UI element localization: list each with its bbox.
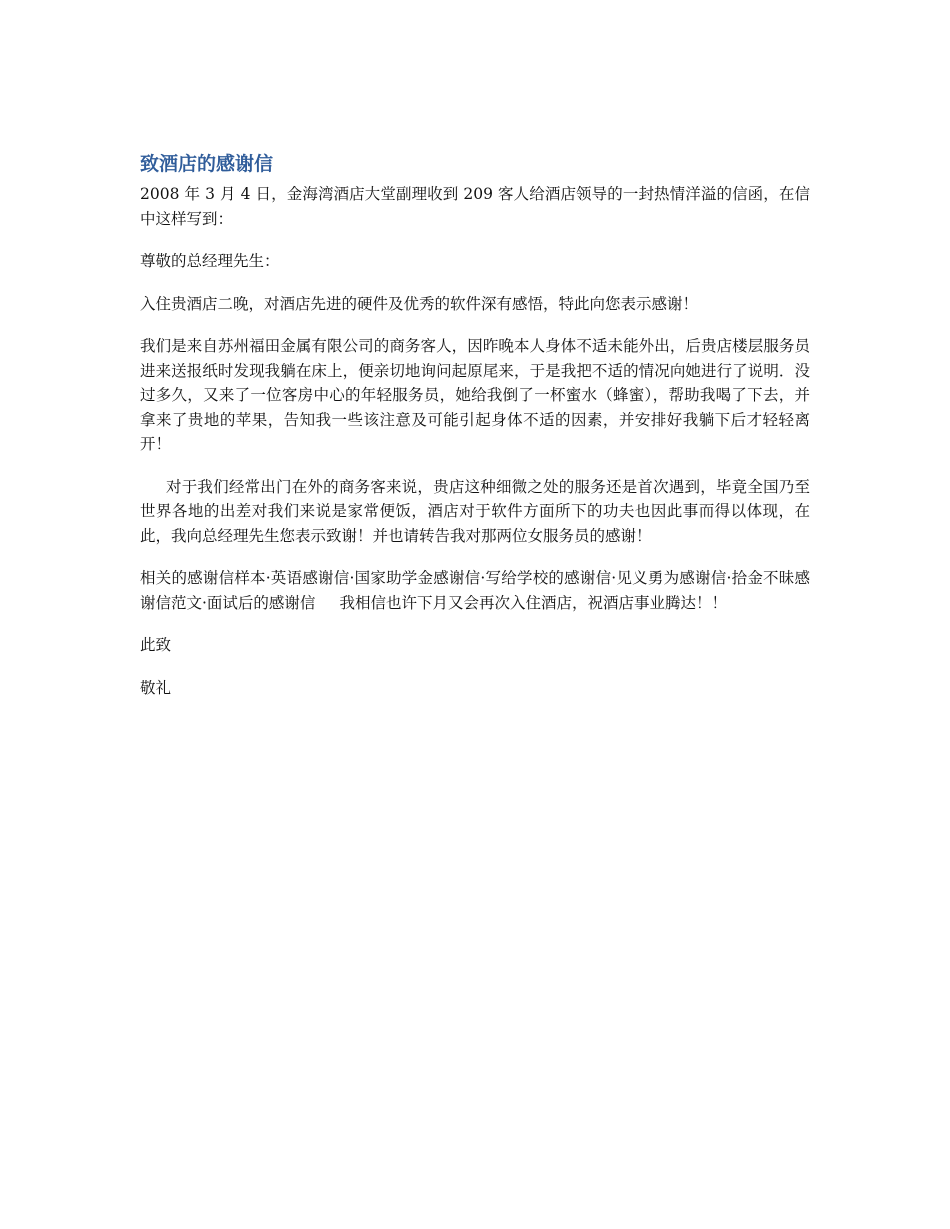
paragraph-4 <box>140 566 810 615</box>
paragraph-4-text: 我相信也许下月又会再次入住酒店，祝酒店事业腾达！！ <box>339 593 727 612</box>
paragraph-3: 对于我们经常出门在外的商务客来说，贵店这种细微之处的服务还是首次遇到，毕竟全国乃至世界各地的出差对我们来说是家常便饭，酒店对于软件方面所下的功夫也因此事而得以体现，在此，我向总经理先生您表示致谢！并也请转告我对那两位女服务员的感谢！ <box>140 477 810 545</box>
closing-line-1: 此致 <box>140 636 172 654</box>
closing-line-2: 敬礼 <box>140 678 172 697</box>
salutation: 尊敬的总经理先生： <box>140 252 280 270</box>
related-links-text: 相关的感谢信样本·英语感谢信·国家助学金感谢信·写给学校的感谢信·见义勇为感谢信·拾金不昧感谢信范文·面试后的感谢信 <box>140 569 810 612</box>
intro-paragraph: 2008 年 3 月 4 日，金海湾酒店大堂副理收到 209 客人给酒店领导的一封热情洋溢的信函，在信中这样写到： <box>140 185 810 228</box>
paragraph-1: 入住贵酒店二晚，对酒店先进的硬件及优秀的软件深有感悟，特此向您表示感谢！ <box>140 294 699 313</box>
document-page <box>140 148 810 718</box>
paragraph-2: 我们是来自苏州福田金属有限公司的商务客人，因昨晚本人身体不适未能外出，后贵店楼层服务员进来送报纸时发现我躺在床上，便亲切地询问起原尾来，于是我把不适的情况向她进行了说明．没过多久，又来了一位客房中心的年轻服务员，她给我倒了一杯蜜水（蜂蜜），帮助我喝了下去，并拿来了贵地的苹果，告知我一些该注意及可能引起身体不适的因素，并安排好我躺下后才轻轻离开！ <box>140 337 810 453</box>
document-title: 致酒店的感谢信 <box>140 153 274 175</box>
